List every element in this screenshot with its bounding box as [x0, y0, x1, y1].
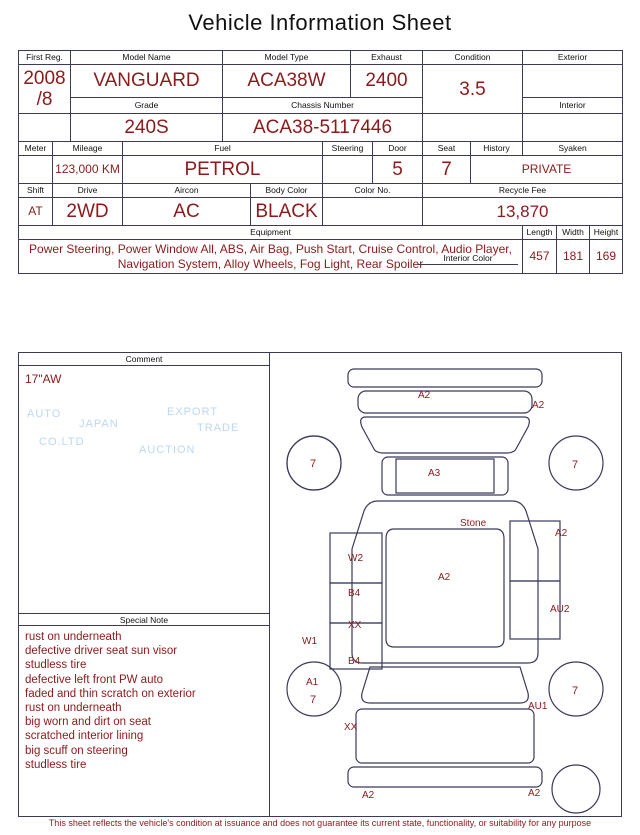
model-type-value: ACA38W — [223, 65, 351, 98]
height-label: Height — [590, 226, 623, 240]
diagram-mark: 7 — [310, 694, 317, 706]
special-note-item: big scuff on steering — [25, 744, 128, 757]
first-reg-year: 2008 — [23, 68, 66, 89]
diagram-mark: AU1 — [528, 701, 548, 712]
width-value: 181 — [557, 240, 590, 274]
first-reg-spacer — [19, 114, 71, 142]
watermark-4: TRADE — [197, 422, 240, 434]
diagram-mark: AU2 — [550, 604, 570, 615]
special-note-item: studless tire — [25, 758, 87, 771]
model-type-label: Model Type — [223, 51, 351, 65]
diagram-mark: B4 — [348, 656, 361, 667]
door-label: Door — [373, 142, 423, 156]
length-value: 457 — [523, 240, 557, 274]
mileage-value: 123,000 KM — [53, 156, 123, 184]
equipment-label: Equipment — [19, 226, 523, 240]
meter-label: Meter — [19, 142, 53, 156]
special-note-item: studless tire — [25, 659, 87, 672]
steering-value — [323, 156, 373, 184]
shift-label: Shift — [19, 184, 53, 198]
body-color-value: BLACK — [251, 198, 323, 226]
special-note-list — [19, 626, 269, 776]
condition-spacer — [423, 114, 523, 142]
chassis-value: ACA38-5117446 — [223, 114, 423, 142]
page-title: Vehicle Information Sheet — [188, 10, 452, 35]
watermark-2: JAPAN — [79, 418, 119, 430]
shift-value: AT — [19, 198, 53, 226]
diagram-mark: 7 — [572, 459, 579, 471]
aircon-label: Aircon — [123, 184, 251, 198]
seat-label: Seat — [423, 142, 471, 156]
exhaust-value: 2400 — [351, 65, 423, 98]
condition-label: Condition — [423, 51, 523, 65]
drive-value: 2WD — [53, 198, 123, 226]
first-reg-value — [19, 65, 71, 114]
diagram-mark: A2 — [532, 400, 545, 411]
diagram-mark: W2 — [348, 553, 363, 564]
color-no-value — [323, 198, 423, 226]
width-label: Width — [557, 226, 590, 240]
interior-value — [523, 114, 623, 142]
diagram-mark: A2 — [438, 572, 451, 583]
first-reg-month: /8 — [36, 89, 53, 110]
exhaust-label: Exhaust — [351, 51, 423, 65]
comment-text-area — [19, 366, 269, 613]
diagram-mark: 7 — [310, 458, 317, 470]
special-note-item: big worn and dirt on seat — [25, 716, 151, 729]
comment-box — [18, 352, 270, 817]
special-note-item: defective driver seat sun visor — [25, 645, 178, 658]
equipment-table — [18, 225, 623, 274]
special-note-item: scratched interior lining — [25, 730, 144, 743]
special-note-item: faded and thin scratch on exterior — [25, 687, 196, 700]
history-value: PRIVATE — [471, 156, 623, 184]
diagram-mark: A1 — [306, 677, 319, 688]
syaken-label: Syaken — [523, 142, 623, 156]
diagram-mark: W1 — [302, 636, 317, 647]
color-no-label: Color No. — [323, 184, 423, 198]
watermark-1: AUTO — [27, 408, 62, 420]
special-note-item: defective left front PW auto — [25, 673, 164, 686]
length-label: Length — [523, 226, 557, 240]
special-note-item: rust on underneath — [25, 702, 122, 715]
footer-disclaimer: This sheet reflects the vehicle's condition at issuance and does not guarantee its current state, functionality, or suitability for any purpose — [48, 818, 592, 828]
drive-label: Drive — [53, 184, 123, 198]
diagram-mark: XX — [344, 722, 358, 733]
grade-label: Grade — [71, 97, 223, 113]
diagram-mark: A2 — [528, 788, 541, 799]
special-note-item: rust on underneath — [25, 631, 122, 643]
comment-label: Comment — [19, 353, 269, 366]
interior-label: Interior — [523, 97, 623, 113]
chassis-label: Chassis Number — [223, 97, 423, 113]
interior-color-label: Interior Color — [418, 252, 518, 265]
equipment-text: Power Steering, Power Window All, ABS, Air Bag, Push Start, Cruise Control, Audio Player, Navigation System, Alloy Wheels, Fog Light, Rear Spoiler — [19, 240, 523, 274]
recycle-fee-label: Recycle Fee — [423, 184, 623, 198]
door-value: 5 — [373, 156, 423, 184]
comment-text: 17"AW — [25, 372, 62, 386]
watermark-6: AUCTION — [139, 444, 196, 456]
spec-table — [18, 141, 623, 226]
grade-value: 240S — [71, 114, 223, 142]
model-name-value: VANGUARD — [71, 65, 223, 98]
diagram-mark: A3 — [428, 468, 441, 479]
lower-section — [18, 352, 622, 817]
diagram-mark: A2 — [555, 528, 568, 539]
history-label: History — [471, 142, 523, 156]
watermark-5: CO.LTD — [39, 436, 85, 448]
watermark-3: EXPORT — [167, 406, 219, 418]
first-reg-label: First Reg. — [19, 51, 71, 65]
exterior-label: Exterior — [523, 51, 623, 65]
meter-value — [19, 156, 53, 184]
diagram-mark: 7 — [572, 685, 579, 697]
header-table — [18, 50, 623, 142]
fuel-label: Fuel — [123, 142, 323, 156]
model-name-label: Model Name — [71, 51, 223, 65]
diagram-mark: A2 — [418, 390, 431, 401]
height-value: 169 — [590, 240, 623, 274]
recycle-fee-value: 13,870 — [423, 198, 623, 226]
diagram-mark: A2 — [362, 790, 375, 801]
special-note-label: Special Note — [19, 613, 269, 626]
steering-label: Steering — [323, 142, 373, 156]
vehicle-outline-svg — [270, 353, 620, 816]
aircon-value: AC — [123, 198, 251, 226]
diagram-mark: B4 — [348, 588, 361, 599]
condition-value: 3.5 — [423, 65, 523, 114]
diagram-mark: XX — [348, 620, 362, 631]
exterior-value — [523, 65, 623, 98]
seat-value: 7 — [423, 156, 471, 184]
mileage-label: Mileage — [53, 142, 123, 156]
diagram-mark: Stone — [460, 518, 487, 529]
info-sheet — [18, 50, 622, 274]
fuel-value: PETROL — [123, 156, 323, 184]
damage-diagram — [270, 352, 622, 817]
body-color-label: Body Color — [251, 184, 323, 198]
